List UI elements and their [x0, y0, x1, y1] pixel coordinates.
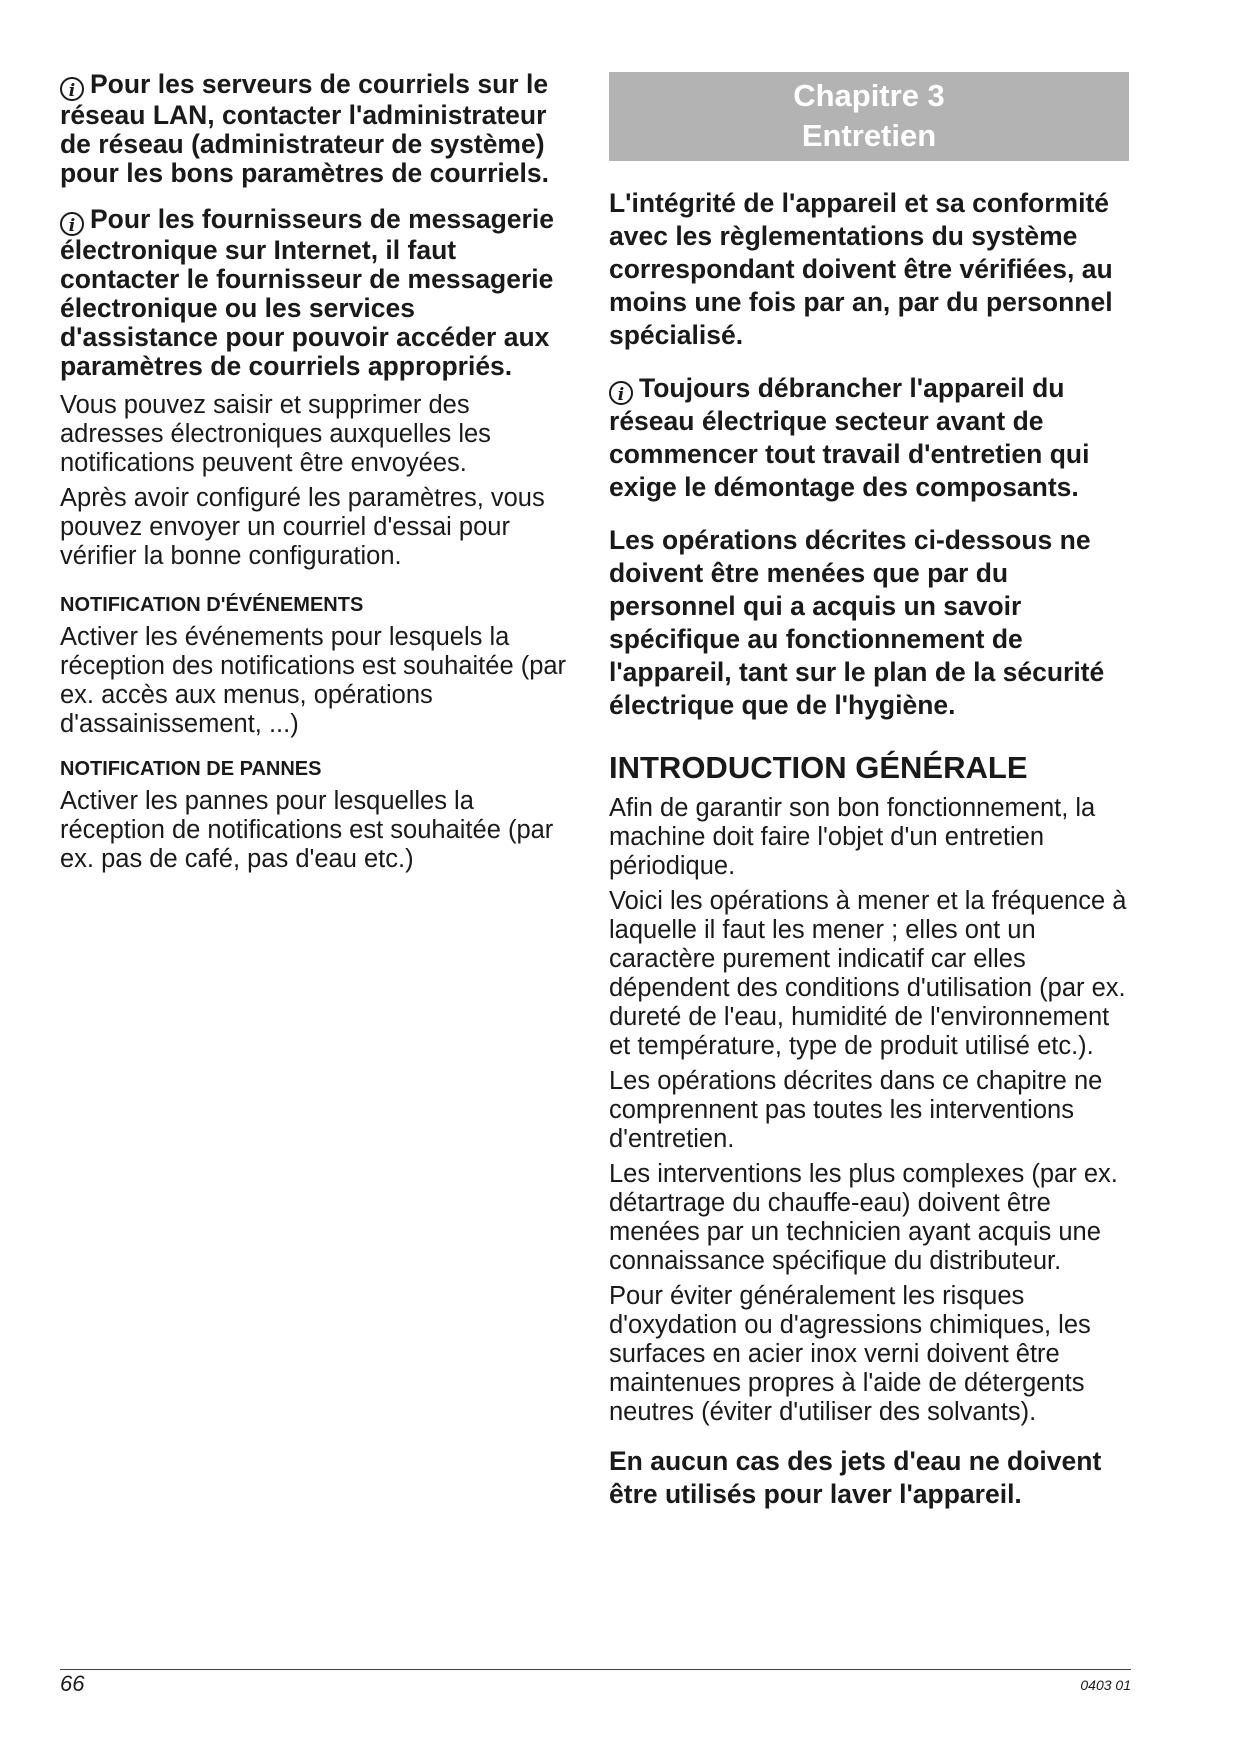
left-column	[60, 70, 580, 874]
intro-paragraph-4: Les interventions les plus complexes (par ex. détartrage du chauffe-eau) doivent être menées par un technicien ayant acquis une connaissance spécifique du distributeur.	[609, 1160, 1118, 1275]
lan-server-note	[60, 70, 580, 188]
events-notification-heading: NOTIFICATION D'ÉVÉNEMENTS	[60, 594, 364, 616]
chapter-number: Chapitre 3	[793, 78, 945, 113]
unplug-note-text: Toujours débrancher l'appareil du réseau électrique secteur avant de commencer tout travail d'entretien qui exige le démontage des composants.	[609, 373, 1090, 502]
water-jet-warning: En aucun cas des jets d'eau ne doivent être utilisés pour laver l'appareil.	[609, 1446, 1102, 1509]
operations-warning: Les opérations décrites ci-dessous ne doivent être menées que par du personnel qui a acquis un savoir spécifique au fonctionnement de l'appareil, tant sur le plan de la sécurité électrique que de l'hygiène.	[609, 525, 1105, 720]
internet-provider-note	[60, 205, 580, 381]
info-circle-icon: i	[609, 381, 633, 405]
unplug-note	[609, 372, 1131, 504]
section-title: INTRODUCTION GÉNÉRALE	[609, 750, 1028, 785]
page-number: 66	[60, 1671, 85, 1696]
footer-divider	[60, 1669, 1131, 1670]
lan-server-note-text: Pour les serveurs de courriels sur le réseau LAN, contacter l'administrateur de réseau (administrateur de système) pour les bons paramètres de courriels.	[60, 69, 549, 188]
document-code: 0403 01	[1080, 1677, 1131, 1693]
internet-provider-note-text: Pour les fournisseurs de messagerie électronique sur Internet, il faut contacter le fournisseur de messagerie électronique ou les services d'assistance pour pouvoir accéder aux paramètres de courriels appropriés.	[60, 204, 554, 381]
info-circle-icon: i	[60, 212, 84, 236]
email-addresses-paragraph: Vous pouvez saisir et supprimer des adresses électroniques auxquelles les notifications peuvent être envoyées.	[60, 391, 491, 477]
intro-paragraph-5: Pour éviter généralement les risques d'oxydation ou d'agressions chimiques, les surfaces en acier inox verni doivent être maintenues propres à l'aide de détergents neutres (éviter d'utiliser des solvants).	[609, 1282, 1091, 1426]
chapter-header	[609, 72, 1129, 161]
events-notification-text: Activer les événements pour lesquels la réception des notifications est souhaitée (par ex. accès aux menus, opérations d'assainissement, ...)	[60, 623, 567, 738]
chapter-title: Entretien	[801, 118, 937, 153]
faults-notification-heading: NOTIFICATION DE PANNES	[60, 758, 322, 780]
right-column	[609, 72, 1131, 1511]
intro-paragraph-1: Afin de garantir son bon fonctionnement, la machine doit faire l'objet d'un entretien périodique.	[609, 794, 1096, 880]
intro-paragraph-3: Les opérations décrites dans ce chapitre ne comprennent pas toutes les interventions d'entretien.	[609, 1067, 1103, 1153]
faults-notification-text: Activer les pannes pour lesquelles la réception de notifications est souhaitée (par ex. pas de café, pas d'eau etc.)	[60, 787, 554, 873]
intro-paragraph-2: Voici les opérations à mener et la fréquence à laquelle il faut les mener ; elles ont un caractère purement indicatif car elles dépendent des conditions d'utilisation (par ex. dureté de l'eau, humidité de l'environnement et température, type de produit utilisé etc.).	[609, 887, 1127, 1060]
integrity-text: L'intégrité de l'appareil et sa conformité avec les règlementations du système correspondant doivent être vérifiées, au moins une fois par an, par du personnel spécialisé.	[609, 188, 1113, 350]
test-email-paragraph: Après avoir configuré les paramètres, vous pouvez envoyer un courriel d'essai pour vérifier la bonne configuration.	[60, 484, 545, 570]
info-circle-icon: i	[60, 77, 84, 101]
